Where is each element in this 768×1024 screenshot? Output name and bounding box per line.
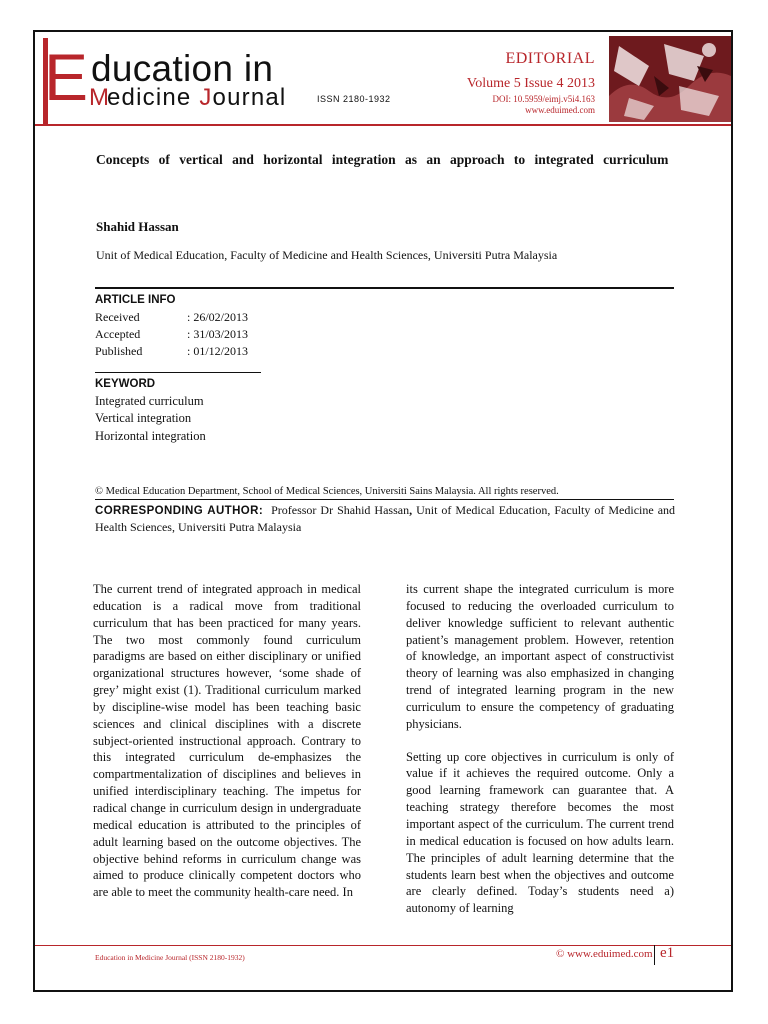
body-paragraph: The current trend of integrated approach in medical education is a radical move from traditional curriculum that has been practiced for many years. The two most commonly found curriculum paradigms are based on either disciplinary or unified organizational structures however, ‘some shade of grey’ might exist (1). Traditional curriculum marked by discipline-wise model has been teaching basic sciences and clinical disciplines with a discrete subject-oriented instructional approach. Contrary to this integrated curriculum de-emphasizes the compartmentalization of disciplines and believes in unified interdisciplinary teaching. The impetus for radical change in curriculum design in undergraduate medical education is attributed to the principles of adult learning based on the outcome objectives. The objective behind reforms in curriculum change was aimed to produce clinically competent doctors who are able to meet the community health-care need. In: [93, 582, 361, 900]
info-row-published: [95, 344, 248, 359]
corresponding-rule: [95, 499, 674, 500]
info-label: Published: [95, 344, 143, 358]
keyword-item: Vertical integration: [95, 411, 192, 425]
keyword-rule: [95, 372, 261, 373]
article-info-heading: ARTICLE INFO: [95, 294, 176, 306]
header-photo: [609, 36, 731, 122]
logo-ournal: ournal: [212, 84, 287, 111]
journal-header: [35, 32, 731, 124]
logo-medicine-journal: [107, 86, 286, 110]
info-row-accepted: [95, 327, 248, 342]
keyword-item: Integrated curriculum: [95, 394, 204, 408]
journal-website[interactable]: www.eduimed.com: [525, 105, 595, 115]
corresponding-name: Professor Dr Shahid Hassan: [271, 503, 410, 517]
corresponding-author: [95, 502, 675, 535]
doi: DOI: 10.5959/eimj.v5i4.163: [492, 94, 595, 104]
body-paragraph: its current shape the integrated curriculum is more focused to reducing the overloaded curriculum to deliver knowledge sufficient to relevant authentic patient’s management problem. However, retention of knowledge, an important aspect of constructivist theory of learning was also emphasized in changing trend of integrated learning program in the new curriculum to ensure the competency of graduating physicians.: [406, 582, 674, 731]
corresponding-comma: ,: [409, 503, 413, 517]
info-value: : 26/02/2013: [187, 310, 249, 324]
page-number: e1: [660, 945, 675, 961]
footer-journal: Education in Medicine Journal (ISSN 2180-1932): [95, 953, 245, 962]
volume-issue: Volume 5 Issue 4 2013: [466, 76, 595, 91]
article-title: Concepts of vertical and horizontal integration as an approach to integrated curriculum: [96, 152, 669, 167]
header-photo-graphic: [609, 36, 731, 122]
info-value: : 31/03/2013: [187, 327, 249, 341]
footer-separator: [654, 945, 655, 965]
author-name: Shahid Hassan: [96, 219, 179, 234]
corresponding-details: Unit of Medical Education, Faculty of Medicine and Health Sciences, Universiti Putra Malaysia: [95, 503, 676, 534]
issue-block: [415, 50, 595, 115]
body-left-column: [93, 581, 361, 901]
logo-education-in: ducation in: [91, 48, 274, 89]
info-label: Accepted: [95, 327, 141, 341]
logo-letter-m: M: [89, 84, 109, 111]
info-label: Received: [95, 310, 140, 324]
footer-website[interactable]: © www.eduimed.com: [556, 948, 653, 960]
body-paragraph: Setting up core objectives in curriculum is only of value if it achieves the required outcome. Only a good learning framework can guarantee that. A teaching strategy therefore becomes the most important aspect of the curriculum. The current trend in medical education is focused on how adults learn. The principles of adult learning determine that the students learn best when the objectives and outcome are clearly defined. Today’s students need a) autonomy of learning: [406, 749, 674, 916]
logo-letter-e: E: [44, 40, 89, 114]
logo-letter-j: J: [199, 84, 213, 111]
section-label: EDITORIAL: [505, 50, 595, 67]
logo-medicine: edicine: [107, 84, 200, 111]
corresponding-label: CORRESPONDING AUTHOR:: [95, 505, 264, 517]
author-affiliation: Unit of Medical Education, Faculty of Medicine and Health Sciences, Universiti Putra Malaysia: [96, 248, 558, 262]
body-right-column: [406, 581, 674, 917]
header-divider: [35, 124, 731, 126]
footer-divider: [35, 945, 731, 946]
info-value: : 01/12/2013: [187, 344, 249, 358]
keyword-item: Horizontal integration: [95, 429, 206, 443]
copyright-notice: © Medical Education Department, School of Medical Sciences, Universiti Sains Malaysia. All rights reserved.: [95, 486, 559, 497]
article-info-rule: [95, 287, 674, 289]
info-row-received: [95, 310, 248, 325]
issn-label: ISSN 2180-1932: [317, 94, 391, 104]
keyword-heading: KEYWORD: [95, 378, 156, 390]
